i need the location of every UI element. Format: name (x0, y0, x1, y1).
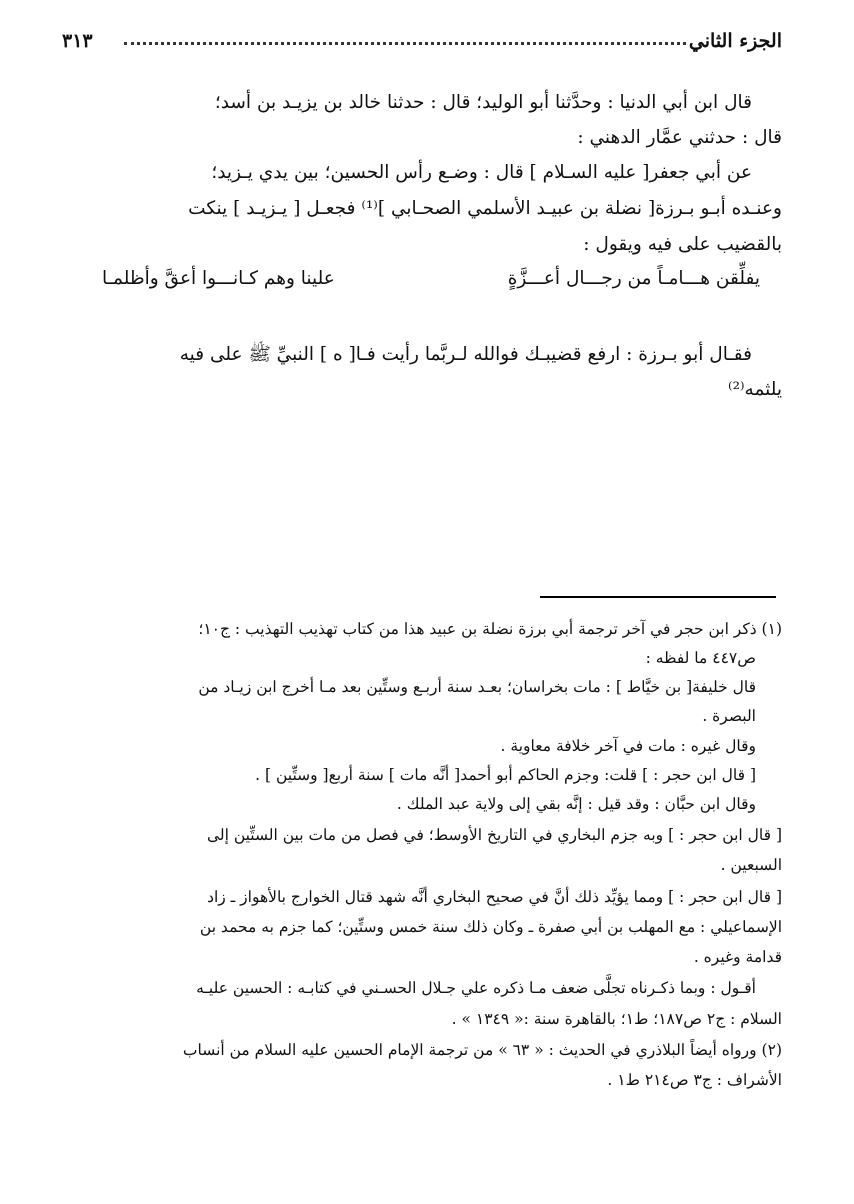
text-line: فقـال أبو بـرزة : ارفع قضيبـك فوالله لـربَّما رأيت فـا[ ه ] النبيِّ ﷺ على فيه (179, 344, 752, 365)
header-leader-dots (124, 42, 686, 45)
footnote-line: [ قال ابن حجر : ] قلت: وجزم الحاكم أبو أحمد[ أنَّه مات ] سنة أربع[ وستِّين ] . (255, 766, 756, 784)
poetry-verse (62, 268, 782, 300)
footnote-line: وقال ابن حبَّان : وقد قيل : إنَّه بقي إلى ولاية عبد الملك . (396, 795, 756, 813)
footnote-line: السبعين . (720, 856, 782, 874)
text-line: عن أبي جعفر[ عليه السـلام ] قال : وضـع رأس الحسين؛ بين يدي يـزيد؛ (211, 162, 752, 183)
footnote-line: [ قال ابن حجر : ] ومما يؤيِّد ذلك أنَّ في صحيح البخاري أنَّه شهد قتال الخوارج بالأهواز ـ زاد (207, 888, 782, 906)
text-line: وعنـده أبـو بـرزة[ نضلة بن عبيـد الأسلمي الصحـابي ]⁽¹⁾ فجعـل [ يـزيـد ] ينكت (188, 198, 782, 219)
volume-label: الجزء الثاني (688, 30, 782, 52)
text-line: قال : حدثني عمَّار الدهني : (577, 127, 782, 148)
footnote-line: الإسماعيلي : مع المهلب بن أبي صفرة ـ وكان ذلك سنة خمس وستِّين؛ كما جزم به محمد بن (199, 918, 782, 936)
footnote-line: [ قال ابن حجر : ] وبه جزم البخاري في التاريخ الأوسط؛ في فصل من مات بين الستِّين إلى (206, 826, 782, 844)
verse-first-hemistich: يفلِّقن هـــامـاً من رجـــال أعـــزَّةٍ (507, 268, 760, 289)
footnote-line: (١) ذكر ابن حجر في آخر ترجمة أبي برزة نضلة بن عبيد هذا من كتاب تهذيب التهذيب : ج١٠؛ (198, 620, 782, 638)
footnote-line: الأشراف : ج٣ ص٢١٤ ط١ . (607, 1071, 782, 1089)
footnote-line: البصرة . (702, 707, 756, 725)
page-header (62, 30, 782, 60)
footnote-line: قدامة وغيره . (693, 948, 782, 966)
footnote-line: ص٤٤٧ ما لفظه : (645, 649, 756, 667)
verse-second-hemistich: علينا وهم كـانـــوا أعقَّ وأظلمـا (102, 268, 335, 289)
page-number: ٣١٣ (62, 30, 93, 52)
footnote-separator (540, 596, 776, 598)
text-line: قال ابن أبي الدنيا : وحدَّثنا أبو الوليد؛ قال : حدثنا خالد بن يزيـد بن أسد؛ (214, 92, 752, 113)
footnote-line: السلام : ج٢ ص١٨٧؛ ط١؛ بالقاهرة سنة :« ١٣٤٩ » . (451, 1010, 782, 1028)
footnote-line: (٢) ورواه أيضاً البلاذري في الحديث : « ٦٣ » من ترجمة الإمام الحسين عليه السلام من أنساب (182, 1041, 782, 1059)
footnote-line: أقـول : وبما ذكـرناه تجلَّى ضعف مـا ذكره علي جـلال الحسـني في كتابـه : الحسين عليـه (196, 979, 756, 997)
footnote-line: قال خليفة[ بن خيَّاط ] : مات بخراسان؛ بعـد سنة أربـع وستِّين بعد مـا أخرج ابن زيـاد من (198, 678, 756, 696)
footnote-line: وقال غيره : مات في آخر خلافة معاوية . (500, 737, 756, 755)
text-line: يلثمه⁽²⁾ (728, 379, 782, 400)
text-line: بالقضيب على فيه ويقول : (583, 234, 782, 255)
